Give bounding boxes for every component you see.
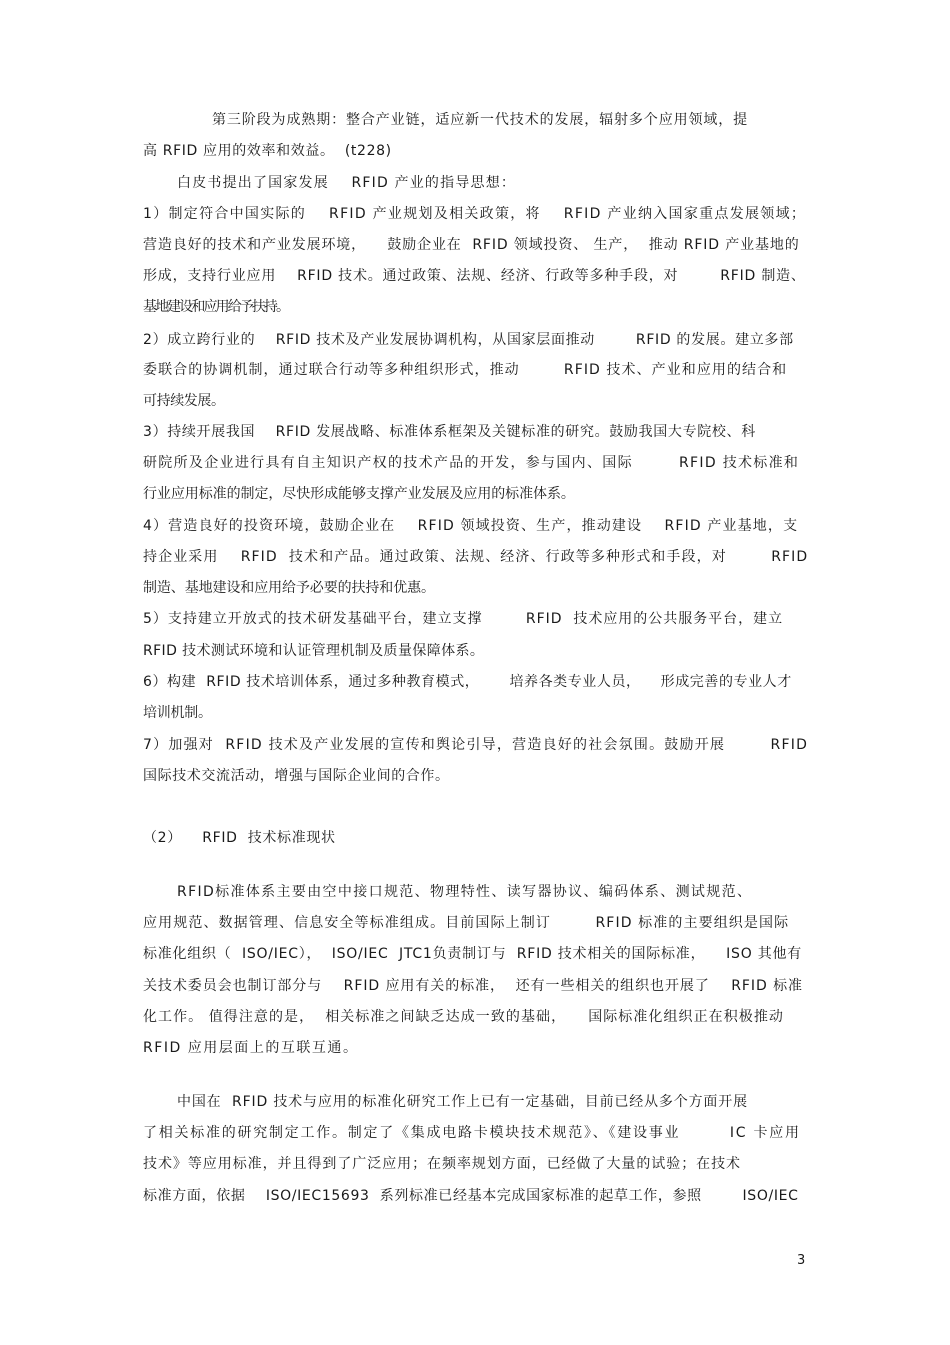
text-line: 2）成立跨行业的 RFID 技术及产业发展协调机构，从国家层面推动 RFID 的发展。建立多部: [143, 332, 794, 348]
text-line: 关技术委员会也制订部分与 RFID 应用有关的标准， 还有一些相关的组织也开展了 RFID 标准: [143, 978, 803, 994]
text-line: RFID 应用层面上的互联互通。: [143, 1040, 359, 1056]
text-line: 5）支持建立开放式的技术研发基础平台，建立支撑 RFID 技术应用的公共服务平台，建立: [143, 611, 784, 627]
text-line: 标准方面，依据 ISO/IEC15693 系列标准已经基本完成国家标准的起草工作，参照 ISO/IEC: [143, 1188, 799, 1204]
text-line: 委联合的协调机制，通过联合行动等多种组织形式，推动 RFID 技术、产业和应用的结合和: [143, 362, 788, 378]
text-line: 3）持续开展我国 RFID 发展战略、标准体系框架及关键标准的研究。鼓励我国大专院校、科: [143, 424, 756, 440]
text-line: 4）营造良好的投资环境，鼓励企业在 RFID 领域投资、生产，推动建设 RFID 产业基地，支: [143, 518, 799, 534]
text-line: 持企业采用 RFID 技术和产品。通过政策、法规、经济、行政等多种形式和手段，对 RFID: [143, 549, 809, 565]
text-line: 形成，支持行业应用 RFID 技术。通过政策、法规、经济、行政等多种手段，对 RFID 制造、: [143, 268, 806, 284]
text-line: 化工作。 值得注意的是， 相关标准之间缺乏达成一致的基础， 国际标准化组织正在积极推动: [143, 1009, 784, 1025]
text-line: （2） RFID 技术标准现状: [143, 830, 336, 846]
text-line: 白皮书提出了国家发展 RFID 产业的指导思想：: [177, 175, 517, 191]
text-line: 标准化组织（ ISO/IEC）， ISO/IEC JTC1负责制订与 RFID 技术相关的国际标准， ISO 其他有: [143, 946, 802, 962]
text-line: 1）制定符合中国实际的 RFID 产业规划及相关政策，将 RFID 产业纳入国家重点发展领域；: [143, 206, 807, 222]
text-line: RFID标准体系主要由空中接口规范、物理特性、读写器协议、编码体系、测试规范、: [177, 884, 753, 900]
text-line: 6）构建 RFID 技术培训体系，通过多种教育模式， 培养各类专业人员， 形成完善的专业人才: [143, 674, 792, 690]
text-line: 了相关标准的研究制定工作。制定了《集成电路卡模块技术规范》、《建设事业 IC 卡应用: [143, 1125, 801, 1141]
text-line: 7）加强对 RFID 技术及产业发展的宣传和舆论引导，营造良好的社会氛围。鼓励开展 RFID: [143, 737, 809, 753]
text-line: 制造、基地建设和应用给予必要的扶持和优惠。: [143, 580, 435, 596]
text-line: 培训机制。: [143, 705, 212, 721]
text-line: 可持续发展。: [143, 393, 225, 409]
text-line: 国际技术交流活动，增强与国际企业间的合作。: [143, 768, 450, 784]
page-number: 3: [797, 1253, 806, 1268]
text-line: 中国在 RFID 技术与应用的标准化研究工作上已有一定基础，目前已经从多个方面开展: [177, 1094, 748, 1110]
text-line: 第三阶段为成熟期：整合产业链，适应新一代技术的发展，辐射多个应用领域，提: [212, 112, 749, 128]
text-line: 技术》等应用标准，并且得到了广泛应用；在频率规划方面，已经做了大量的试验；在技术: [143, 1156, 741, 1172]
text-line: 行业应用标准的制定，尽快形成能够支撑产业发展及应用的标准体系。: [143, 486, 575, 502]
text-line: 营造良好的技术和产业发展环境， 鼓励企业在 RFID 领域投资、 生产， 推动 RFID 产业基地的: [143, 237, 800, 253]
text-line: 应用规范、数据管理、信息安全等标准组成。目前国际上制订 RFID 标准的主要组织是国际: [143, 915, 790, 931]
text-line: 研院所及企业进行具有自主知识产权的技术产品的开发，参与国内、国际 RFID 技术标准和: [143, 455, 800, 471]
text-line: 高 RFID 应用的效率和效益。 (t228): [143, 143, 392, 159]
text-line: 基地建设和应用给予扶持。: [143, 299, 289, 315]
text-line: RFID 技术测试环境和认证管理机制及质量保障体系。: [143, 643, 485, 659]
